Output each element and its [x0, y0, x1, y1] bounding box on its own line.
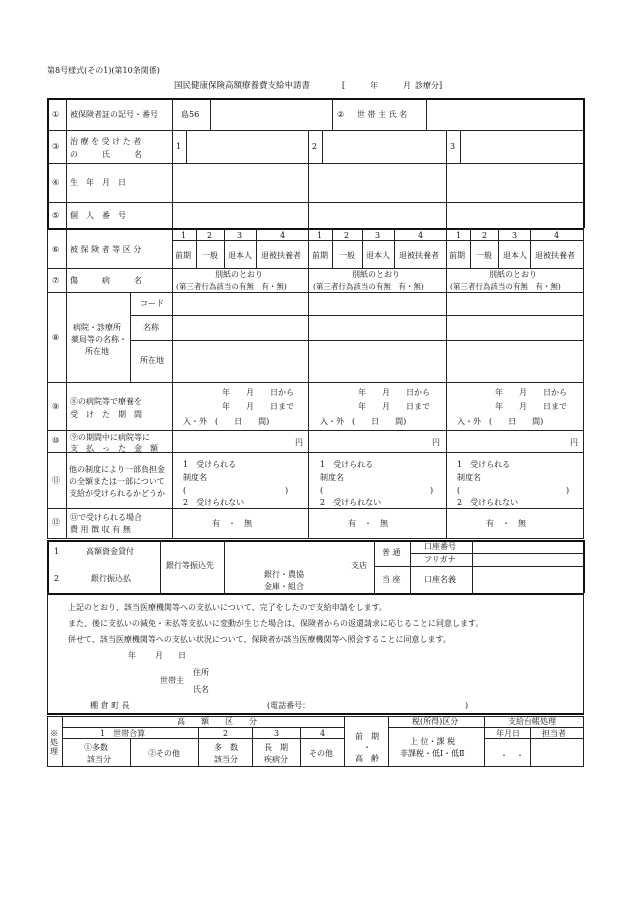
row1-num: ①: [52, 110, 60, 119]
period-open: [: [342, 81, 346, 90]
row8-code: コード: [140, 299, 164, 308]
furigana-field[interactable]: [473, 554, 582, 565]
inout-1: 入・外 ( 日 間): [183, 417, 270, 426]
office-c4: 4: [320, 729, 326, 738]
office-s1: ①多数: [84, 743, 108, 752]
row10-label1: ⑨の期間中に病院等に: [70, 433, 150, 442]
decl-phone: (電話番号：: [267, 701, 311, 710]
office-ledger: 支給台帳処理: [508, 717, 556, 726]
row9-num: ⑨: [52, 402, 60, 411]
row6-num: ⑥: [52, 245, 60, 254]
disease-line1-1: 別紙のとおり: [215, 270, 263, 279]
row11-label1: 他の制度により一部負担金: [69, 465, 165, 474]
row2-label: 世 帯 主 氏 名: [357, 110, 408, 119]
bank-type-1: 銀行・農協: [264, 570, 304, 579]
acct-no-label: 口座番号: [424, 542, 456, 551]
row3-label2: の 氏 名: [70, 150, 142, 159]
decl-year: 年: [128, 651, 136, 660]
fee-yesno-3[interactable]: 有 ・ 無: [486, 519, 526, 528]
office-tax: 税(所得)区分: [412, 717, 459, 726]
inout-3: 入・外 ( 日 間): [457, 417, 544, 426]
office-staff: 担当者: [542, 729, 566, 738]
pay-opt1-num: 1: [54, 547, 60, 556]
office-dot: ・: [363, 743, 371, 752]
office-s1b: 該当分: [87, 755, 111, 764]
decl-p3: 併せて、該当医療機関等への支払い状況について、保険者が該当医療機関等へ照会することに同意します。: [68, 635, 451, 644]
patient-col-3: 3: [450, 142, 456, 151]
pay-opt2-label[interactable]: 銀行振込払: [91, 574, 131, 583]
decl-address: 住所: [193, 668, 209, 677]
row11-label2: の全額または一部について: [69, 477, 165, 486]
period-month: 月: [403, 81, 411, 90]
office-s4: 長 期: [264, 743, 288, 752]
office-mark: ※処理: [50, 729, 58, 756]
decl-name: 氏名: [193, 685, 209, 694]
row12-label2: 費 用 徴 収 有 無: [70, 525, 131, 534]
row6-label: 被 保 険 者 等 区 分: [70, 245, 142, 254]
patient-col-2: 2: [312, 142, 318, 151]
pay-opt1-label[interactable]: 高額資金貸付: [86, 547, 134, 556]
office-s2: ②その他: [148, 749, 180, 758]
office-c2: 2: [223, 729, 229, 738]
row4-label: 生 年 月 日: [70, 178, 126, 187]
amount-unit-2: 円: [432, 438, 440, 447]
period-to-2: 年 月 日まで: [358, 402, 430, 411]
office-zenki: 前 期: [355, 732, 379, 741]
pay-opt2-num: 2: [54, 574, 60, 583]
period-label: 診療分]: [415, 81, 443, 90]
office-korei: 高 齢: [355, 754, 379, 763]
row12-num: ⑫: [52, 518, 60, 527]
row5-num: ⑤: [52, 211, 60, 220]
row7-label: 傷 病 名: [70, 276, 142, 285]
office-ymd: 年月日: [496, 729, 520, 738]
fee-yesno-1[interactable]: 有 ・ 無: [212, 519, 252, 528]
patient-col-1: 1: [176, 142, 182, 151]
decl-p1: 上記のとおり、該当医療機関等への支払いについて、完了をしたので支給申請をします。: [68, 603, 388, 612]
row3-num: ③: [52, 142, 60, 151]
patient-name-field-2[interactable]: [323, 131, 445, 162]
amount-unit-1: 円: [295, 438, 303, 447]
row12-label1: ⑪で受けられる場合: [70, 513, 142, 522]
period-year: 年: [370, 81, 378, 90]
row9-label2: 受 け た 期 間: [70, 410, 142, 419]
disease-line2-3: (第三者行為該当の有無 有・無): [450, 282, 561, 291]
row8-label2: 薬局等の名称・: [71, 335, 127, 344]
decl-month: 月: [155, 651, 163, 660]
office-c3: 3: [274, 729, 280, 738]
insurance-number-field[interactable]: [211, 99, 331, 129]
amount-unit-3: 円: [570, 438, 578, 447]
period-from-1: 年 月 日から: [222, 388, 294, 397]
acct-no-field[interactable]: [473, 541, 582, 552]
branch-label: 支店: [351, 561, 367, 570]
disease-line2-2: (第三者行為該当の有無 有・無): [313, 282, 424, 291]
disease-line1-3: 別紙のとおり: [489, 270, 537, 279]
patient-name-field-3[interactable]: [461, 131, 582, 162]
row3-label1: 治 療 を 受 け た 者: [70, 137, 142, 146]
acct-current[interactable]: 当 座: [382, 575, 401, 584]
fee-yesno-2[interactable]: 有 ・ 無: [348, 519, 388, 528]
disease-line2-1: (第三者行為該当の有無 有・無): [176, 282, 287, 291]
row10-num: ⑩: [52, 436, 60, 445]
office-kougaku: 高 額 区 分: [177, 717, 257, 726]
office-dots: ・ ・: [500, 751, 524, 760]
row8-label3: 所在地: [85, 347, 109, 356]
period-from-2: 年 月 日から: [358, 388, 430, 397]
decl-householder: 世帯主: [160, 676, 184, 685]
row11-num: ⑪: [52, 476, 60, 485]
row8-name: 名称: [143, 323, 159, 332]
form-title: 国民健康保険高額療養費支給申請書: [174, 81, 311, 91]
period-from-3: 年 月 日から: [495, 388, 567, 397]
row9-label1: ⑧の病院等で療養を: [70, 397, 142, 406]
furigana-label: フリガナ: [424, 555, 456, 564]
acct-normal[interactable]: 普 通: [382, 548, 401, 557]
row2-num: ②: [337, 110, 345, 119]
row10-label2: 支 払 っ た 金 額: [70, 444, 158, 453]
row8-address: 所在地: [140, 356, 164, 365]
period-to-1: 年 月 日まで: [222, 402, 294, 411]
bank-dest-label: 銀行等振込先: [166, 561, 214, 570]
office-s3b: 該当分: [214, 755, 238, 764]
decl-phone-close: ): [465, 701, 469, 710]
office-tax1: 上 位・課 税: [410, 737, 456, 746]
insurance-number-value[interactable]: 島56: [181, 110, 200, 119]
acct-name-label: 口座名義: [424, 575, 456, 584]
householder-name-field[interactable]: [427, 99, 582, 129]
form-id: 第8号様式(その1)(第10条関係): [47, 66, 160, 75]
acct-name-field[interactable]: [473, 567, 582, 592]
row7-num: ⑦: [52, 276, 60, 285]
office-tax2: 非課税・低Ⅰ・低Ⅱ: [400, 749, 465, 758]
inout-2: 入・外 ( 日 間): [320, 417, 407, 426]
period-to-3: 年 月 日まで: [495, 402, 567, 411]
row11-label3: 支給が受けられるかどうか: [69, 489, 165, 498]
row8-label1: 病院・診療所: [73, 323, 121, 332]
row4-num: ④: [52, 178, 60, 187]
decl-p2: また、後に支払いの減免・未払等支払いに変動が生じた場合は、保険者からの返還請求に応じることに同意します。: [68, 619, 484, 628]
disease-line1-2: 別紙のとおり: [352, 270, 400, 279]
bank-type-2: 金庫・組合: [264, 582, 304, 591]
row1-label: 被保険者証の記号・番号: [70, 110, 158, 119]
decl-town: 棚 倉 町 長: [90, 701, 130, 710]
decl-day: 日: [178, 651, 186, 660]
row8-num: ⑧: [52, 333, 60, 342]
office-c1: 1 世帯合算: [100, 729, 146, 738]
office-s3: 多 数: [214, 743, 238, 752]
office-s4b: 疾病分: [264, 755, 288, 764]
patient-name-field-1[interactable]: [187, 131, 307, 162]
row5-label: 個 人 番 号: [70, 211, 126, 220]
office-s5: その他: [309, 749, 333, 758]
